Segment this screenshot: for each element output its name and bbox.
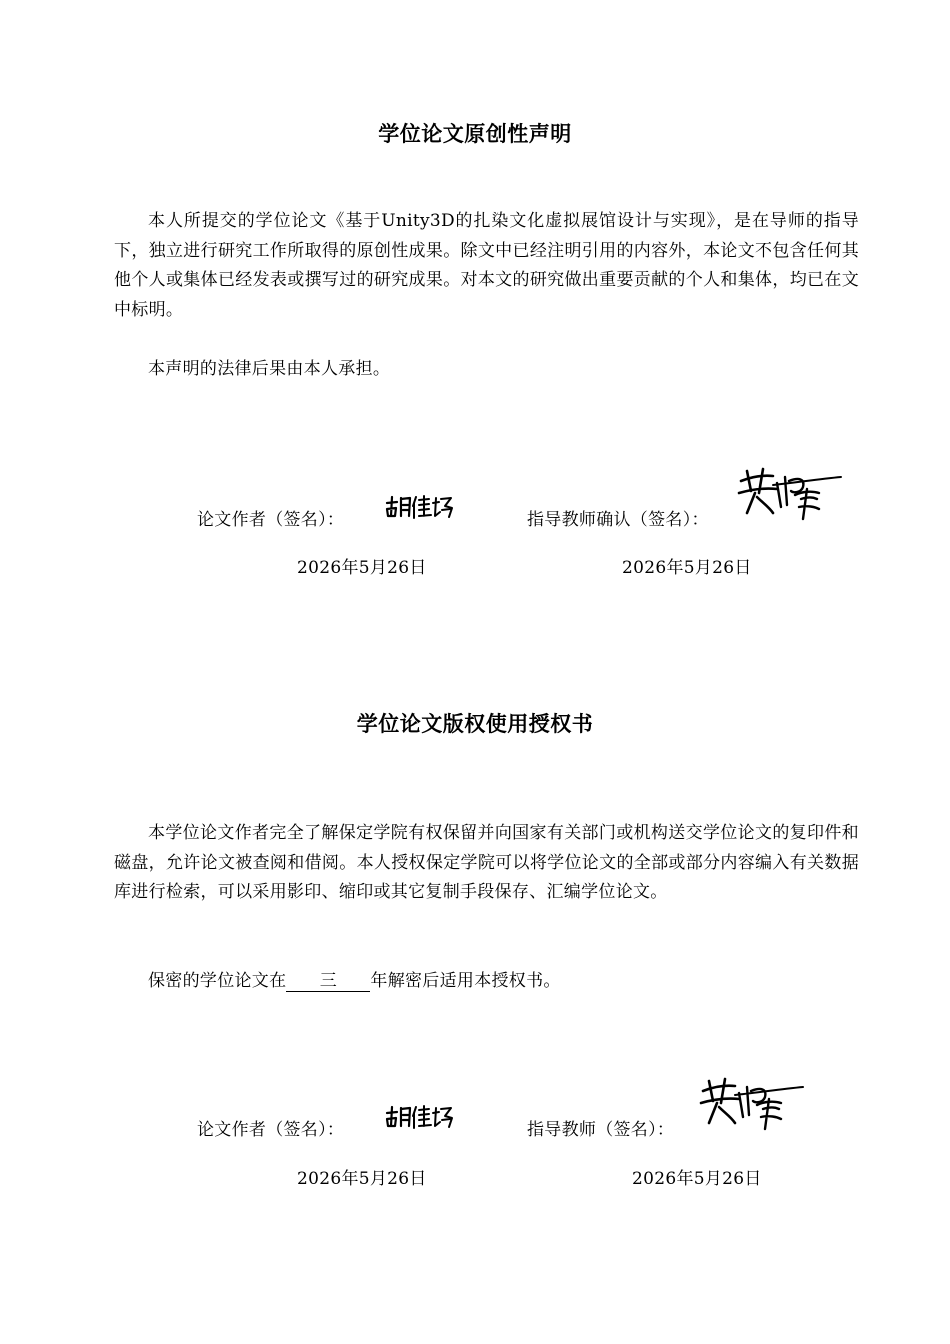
originality-paragraph-1: 本人所提交的学位论文《基于Unity3D的扎染文化虚拟展馆设计与实现》，是在导师的指导下，独立进行研究工作所取得的原创性成果。除文中已经注明引用的内容外，本论文不包含任何其他个人或集体已经发表或撰写过的研究成果。对本文的研究做出重要贡献的个人和集体，均已在文中标明。 xyxy=(114,211,859,320)
originality-advisor-signature xyxy=(733,463,845,521)
originality-author-signature xyxy=(383,494,455,522)
copyright-author-date: 2026年5月26日 xyxy=(297,1169,427,1189)
originality-paragraph-2: 本声明的法律后果由本人承担。 xyxy=(148,359,391,379)
copyright-author-signature xyxy=(383,1104,455,1132)
originality-author-date: 2026年5月26日 xyxy=(297,558,427,578)
originality-advisor-date: 2026年5月26日 xyxy=(622,558,752,578)
copyright-advisor-label: 指导教师（签名）： xyxy=(527,1120,675,1140)
copyright-title: 学位论文版权使用授权书 xyxy=(356,712,594,736)
copyright-author-label: 论文作者（签名）： xyxy=(197,1120,345,1140)
originality-title: 学位论文原创性声明 xyxy=(378,122,572,146)
copyright-advisor-date: 2026年5月26日 xyxy=(632,1169,762,1189)
secrecy-prefix: 保密的学位论文在 xyxy=(148,971,287,991)
secrecy-years: 三 xyxy=(286,971,370,992)
copyright-advisor-signature xyxy=(695,1073,807,1131)
originality-author-label: 论文作者（签名）： xyxy=(197,510,345,530)
originality-advisor-label: 指导教师确认（签名）： xyxy=(527,510,709,530)
copyright-secrecy-line xyxy=(114,967,859,997)
copyright-paragraph-1: 本学位论文作者完全了解保定学院有权保留并向国家有关部门或机构送交学位论文的复印件和磁盘，允许论文被查阅和借阅。本人授权保定学院可以将学位论文的全部或部分内容编入有关数据库进行检索，可以采用影印、缩印或其它复制手段保存、汇编学位论文。 xyxy=(114,823,859,902)
secrecy-suffix: 年解密后适用本授权书。 xyxy=(370,971,561,991)
